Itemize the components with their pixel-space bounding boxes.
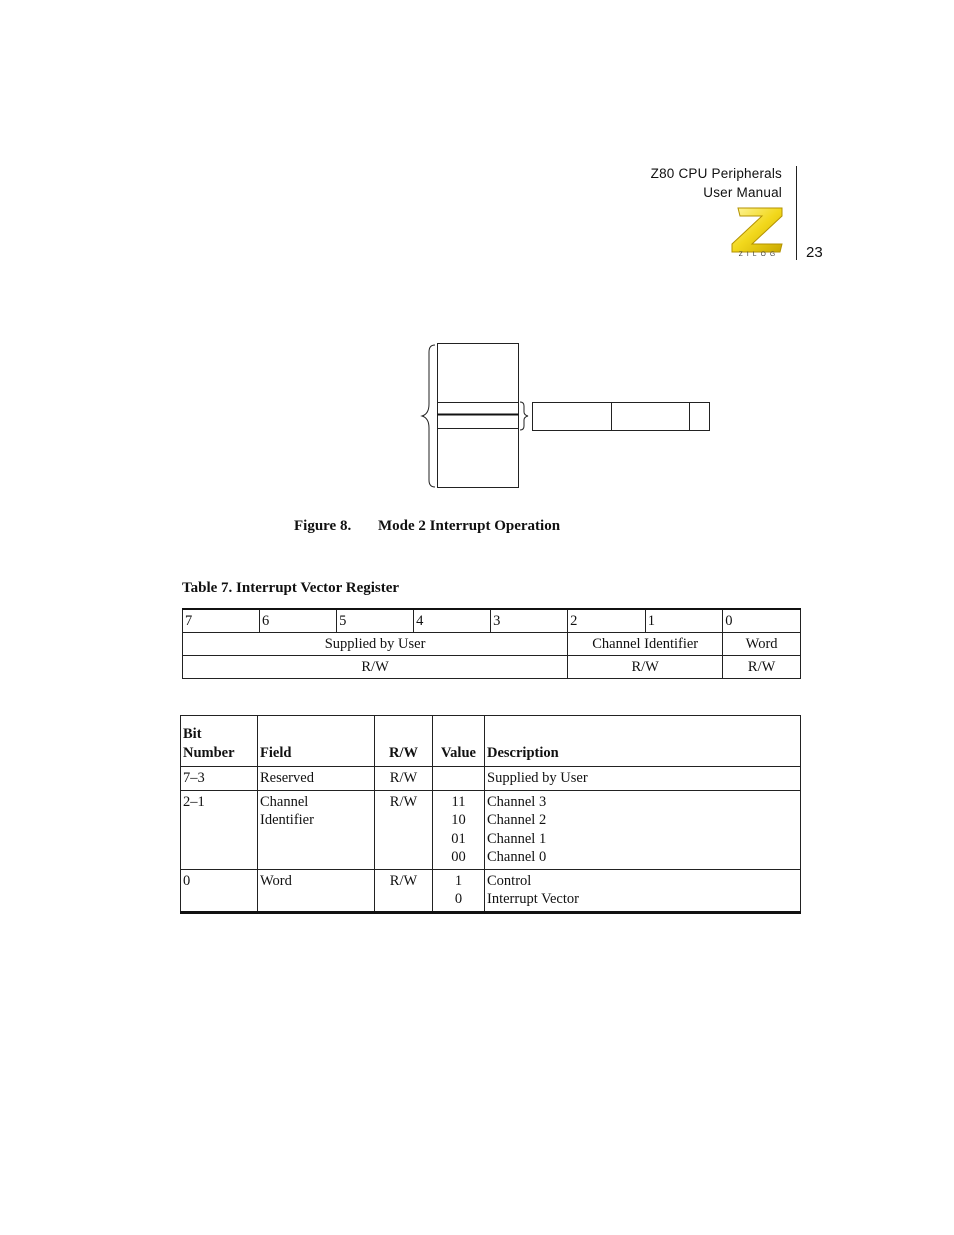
rw-cell: R/W: [568, 656, 723, 679]
header-title-line1: Z80 CPU Peripherals: [650, 166, 782, 181]
header-bit-line1: Bit: [183, 726, 202, 742]
bit-description-table: [180, 715, 801, 914]
bit-cell: 4: [414, 609, 491, 633]
header-row: [181, 716, 801, 767]
description-line: Channel 0: [487, 849, 547, 865]
rw-cell: R/W: [183, 656, 568, 679]
header-value: Value: [433, 716, 485, 767]
value-line: 10: [451, 812, 466, 828]
header-bit-line2: Number: [183, 744, 235, 761]
bit-cell: 2: [568, 609, 646, 633]
bit-cell: 1: [645, 609, 723, 633]
bit-cell: 7–3: [181, 767, 258, 791]
register-block: [533, 403, 710, 431]
rw-cell: R/W: [375, 790, 433, 869]
bit-number-row: [183, 609, 801, 633]
header-divider: [796, 166, 797, 260]
field-supplied-by-user: Supplied by User: [183, 633, 568, 656]
header-title-line2: User Manual: [703, 185, 782, 200]
value-cell: [433, 790, 485, 869]
field-cell: [258, 790, 375, 869]
header-bit-number: [181, 716, 258, 767]
description-line: Channel 2: [487, 812, 547, 828]
figure-title: Mode 2 Interrupt Operation: [378, 518, 561, 534]
rw-cell: R/W: [723, 656, 801, 679]
rw-cell: R/W: [375, 869, 433, 912]
description-line: Channel 1: [487, 830, 547, 847]
bit-cell: 3: [491, 609, 568, 633]
value-line: 1: [454, 872, 463, 889]
field-row: [183, 633, 801, 656]
logo-wordmark: ZILOG: [738, 251, 780, 258]
figure-label: Figure 8.: [294, 518, 352, 534]
field-line1: Channel: [260, 793, 309, 810]
table7-title: Table 7. Interrupt Vector Register: [182, 580, 400, 596]
bit-cell: 7: [183, 609, 260, 633]
value-line: 01: [451, 830, 466, 847]
bit-cell: 5: [337, 609, 414, 633]
value-line: 11: [451, 793, 466, 810]
bit-cell: 6: [260, 609, 337, 633]
value-line: 00: [451, 849, 466, 865]
field-cell: Reserved: [258, 767, 375, 791]
header-field: Field: [258, 716, 375, 767]
description-cell: Supplied by User: [485, 767, 801, 791]
description-line: Control: [487, 872, 532, 889]
field-channel-identifier: Channel Identifier: [568, 633, 723, 656]
right-brace-icon: [520, 402, 528, 430]
description-line: Interrupt Vector: [487, 891, 579, 907]
left-brace-icon: [422, 345, 435, 487]
figure-caption: [294, 518, 560, 535]
value-line: 0: [454, 891, 463, 907]
bit-cell: 0: [723, 609, 801, 633]
description-line: Channel 3: [487, 793, 547, 810]
rw-cell: R/W: [375, 767, 433, 791]
table-row: [181, 869, 801, 912]
header-description: Description: [485, 716, 801, 767]
bit-cell: 2–1: [181, 790, 258, 869]
field-cell: Word: [258, 869, 375, 912]
document-header: [651, 164, 782, 202]
description-cell: [485, 790, 801, 869]
header-rw: R/W: [375, 716, 433, 767]
interrupt-vector-register-table: [182, 608, 801, 679]
page-number: 23: [806, 244, 823, 261]
field-line2: Identifier: [260, 812, 314, 828]
rw-row: [183, 656, 801, 679]
table-row: [181, 767, 801, 791]
field-word: Word: [723, 633, 801, 656]
table-row: [181, 790, 801, 869]
bit-cell: 0: [181, 869, 258, 912]
value-cell: [433, 767, 485, 791]
value-cell: [433, 869, 485, 912]
description-cell: [485, 869, 801, 912]
